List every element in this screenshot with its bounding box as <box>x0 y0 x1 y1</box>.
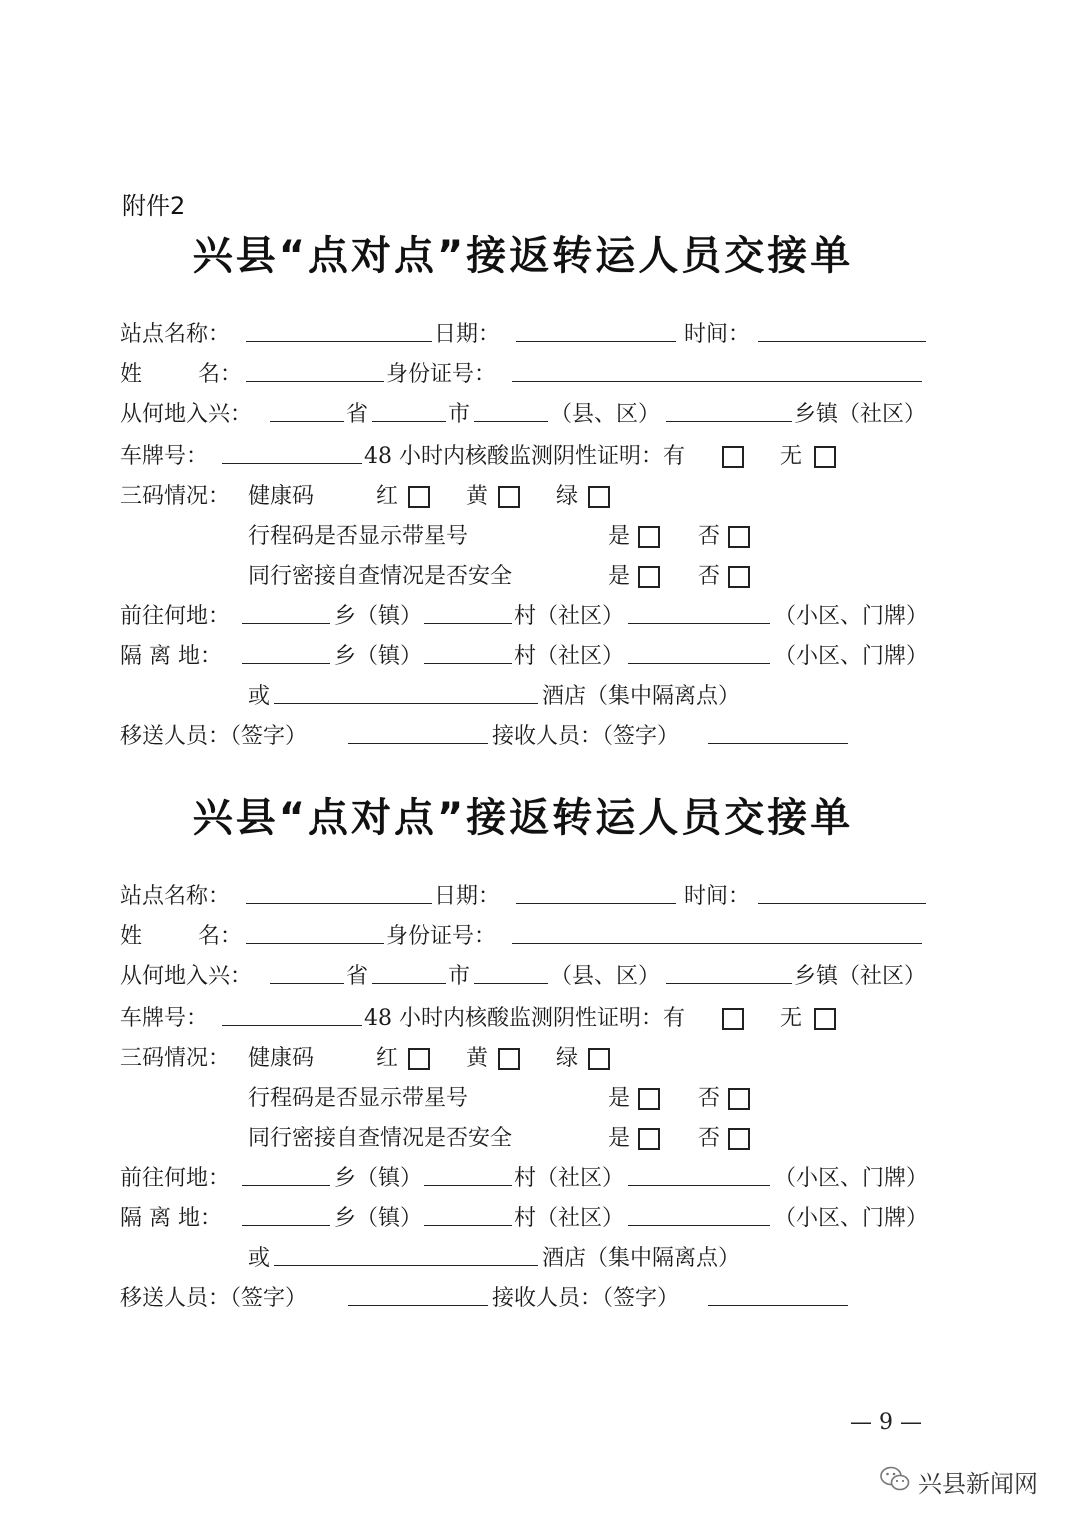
town-field[interactable] <box>666 983 792 984</box>
trip-no-text: 否 <box>698 1086 721 1111</box>
dest-label: 前往何地： <box>120 604 231 629</box>
red-text: 红 <box>376 1046 399 1071</box>
station-field[interactable] <box>246 903 432 904</box>
plate-label: 车牌号： <box>120 1006 209 1031</box>
province-field[interactable] <box>270 421 344 422</box>
estate-text: （小区、门牌） <box>774 644 929 669</box>
province-text: 省 <box>346 402 369 427</box>
receiver-label: 接收人员：（签字） <box>492 724 680 749</box>
receiver-signature-field[interactable] <box>708 1305 848 1306</box>
hotel-text: 酒店（集中隔离点） <box>542 684 741 709</box>
plate-field[interactable] <box>222 463 362 464</box>
hotel-field[interactable] <box>274 1265 538 1266</box>
county-text: （县、区） <box>550 402 661 427</box>
trip-code-text: 行程码是否显示带星号 <box>248 1086 469 1111</box>
contact-check-text: 同行密接自查情况是否安全 <box>248 564 513 589</box>
estate-text: （小区、门牌） <box>774 1206 929 1231</box>
time-label: 时间： <box>684 884 751 909</box>
dest-estate-field[interactable] <box>628 623 770 624</box>
contact-yes-text: 是 <box>608 1126 631 1151</box>
form-title: 兴县“点对点”接返转运人员交接单 <box>192 795 854 841</box>
plate-field[interactable] <box>222 1025 362 1026</box>
yellow-checkbox[interactable] <box>498 486 520 508</box>
estate-text: （小区、门牌） <box>774 1166 929 1191</box>
sender-signature-field[interactable] <box>348 1305 488 1306</box>
contact-no-checkbox[interactable] <box>728 1128 750 1150</box>
yellow-text: 黄 <box>466 484 489 509</box>
dest-township-field[interactable] <box>242 1185 330 1186</box>
origin-label: 从何地入兴： <box>120 402 253 427</box>
time-label: 时间： <box>684 322 751 347</box>
nucleic-label: 48 小时内核酸监测阴性证明：有 <box>364 444 685 469</box>
trip-no-checkbox[interactable] <box>728 526 750 548</box>
city-field[interactable] <box>372 983 446 984</box>
date-field[interactable] <box>516 903 676 904</box>
contact-no-text: 否 <box>698 564 721 589</box>
town-text: 乡镇（社区） <box>794 402 927 427</box>
sender-label: 移送人员：（签字） <box>120 1286 308 1311</box>
village-text: 村（社区） <box>514 644 625 669</box>
name-label-a: 姓 <box>120 362 143 387</box>
date-label: 日期： <box>434 884 501 909</box>
id-label: 身份证号： <box>386 362 497 387</box>
trip-yes-text: 是 <box>608 1086 631 1111</box>
trip-no-checkbox[interactable] <box>728 1088 750 1110</box>
city-text: 市 <box>448 964 471 989</box>
village-text: 村（社区） <box>514 1206 625 1231</box>
station-field[interactable] <box>246 341 432 342</box>
contact-yes-checkbox[interactable] <box>638 566 660 588</box>
dest-village-field[interactable] <box>424 1185 512 1186</box>
or-text: 或 <box>248 1246 271 1271</box>
nucleic-no-checkbox[interactable] <box>814 446 836 468</box>
nucleic-yes-checkbox[interactable] <box>722 446 744 468</box>
attachment-label: 附件2 <box>122 192 186 220</box>
contact-yes-checkbox[interactable] <box>638 1128 660 1150</box>
id-field[interactable] <box>512 943 922 944</box>
iso-township-field[interactable] <box>242 663 330 664</box>
hotel-field[interactable] <box>274 703 538 704</box>
name-label-a: 姓 <box>120 924 143 949</box>
iso-estate-field[interactable] <box>628 663 770 664</box>
trip-yes-text: 是 <box>608 524 631 549</box>
watermark <box>880 1461 1038 1501</box>
township-text: 乡（镇） <box>334 644 423 669</box>
station-label: 站点名称： <box>120 884 231 909</box>
date-label: 日期： <box>434 322 501 347</box>
iso-estate-field[interactable] <box>628 1225 770 1226</box>
id-label: 身份证号： <box>386 924 497 949</box>
health-code-text: 健康码 <box>248 1046 315 1071</box>
nucleic-no-text: 无 <box>780 1006 803 1031</box>
village-text: 村（社区） <box>514 604 625 629</box>
contact-no-checkbox[interactable] <box>728 566 750 588</box>
red-checkbox[interactable] <box>408 486 430 508</box>
time-field[interactable] <box>758 341 926 342</box>
city-text: 市 <box>448 402 471 427</box>
dest-label: 前往何地： <box>120 1166 231 1191</box>
town-field[interactable] <box>666 421 792 422</box>
name-field[interactable] <box>246 381 384 382</box>
township-text: 乡（镇） <box>334 1206 423 1231</box>
three-codes-label: 三码情况： <box>120 1046 231 1071</box>
town-text: 乡镇（社区） <box>794 964 927 989</box>
province-field[interactable] <box>270 983 344 984</box>
green-text: 绿 <box>556 484 579 509</box>
county-text: （县、区） <box>550 964 661 989</box>
green-checkbox[interactable] <box>588 486 610 508</box>
three-codes-label: 三码情况： <box>120 484 231 509</box>
watermark-text: 兴县新闻网 <box>918 1469 1038 1498</box>
green-checkbox[interactable] <box>588 1048 610 1070</box>
trip-yes-checkbox[interactable] <box>638 1088 660 1110</box>
red-checkbox[interactable] <box>408 1048 430 1070</box>
province-text: 省 <box>346 964 369 989</box>
yellow-checkbox[interactable] <box>498 1048 520 1070</box>
red-text: 红 <box>376 484 399 509</box>
iso-township-field[interactable] <box>242 1225 330 1226</box>
plate-label: 车牌号： <box>120 444 209 469</box>
wechat-icon <box>880 1466 910 1496</box>
dest-township-field[interactable] <box>242 623 330 624</box>
village-text: 村（社区） <box>514 1166 625 1191</box>
time-field[interactable] <box>758 903 926 904</box>
township-text: 乡（镇） <box>334 604 423 629</box>
nucleic-no-text: 无 <box>780 444 803 469</box>
estate-text: （小区、门牌） <box>774 604 929 629</box>
county-field[interactable] <box>474 983 548 984</box>
health-code-text: 健康码 <box>248 484 315 509</box>
nucleic-label: 48 小时内核酸监测阴性证明：有 <box>364 1006 685 1031</box>
iso-label: 隔 离 地： <box>120 1206 222 1231</box>
station-label: 站点名称： <box>120 322 231 347</box>
receiver-label: 接收人员：（签字） <box>492 1286 680 1311</box>
nucleic-no-checkbox[interactable] <box>814 1008 836 1030</box>
nucleic-yes-checkbox[interactable] <box>722 1008 744 1030</box>
trip-no-text: 否 <box>698 524 721 549</box>
trip-yes-checkbox[interactable] <box>638 526 660 548</box>
iso-label: 隔 离 地： <box>120 644 222 669</box>
date-field[interactable] <box>516 341 676 342</box>
green-text: 绿 <box>556 1046 579 1071</box>
iso-village-field[interactable] <box>424 1225 512 1226</box>
city-field[interactable] <box>372 421 446 422</box>
dest-estate-field[interactable] <box>628 1185 770 1186</box>
receiver-signature-field[interactable] <box>708 743 848 744</box>
hotel-text: 酒店（集中隔离点） <box>542 1246 741 1271</box>
name-label-b: 名： <box>198 362 243 387</box>
origin-label: 从何地入兴： <box>120 964 253 989</box>
id-field[interactable] <box>512 381 922 382</box>
form-title: 兴县“点对点”接返转运人员交接单 <box>192 233 854 279</box>
county-field[interactable] <box>474 421 548 422</box>
page-number: — 9 — <box>850 1410 922 1435</box>
trip-code-text: 行程码是否显示带星号 <box>248 524 469 549</box>
iso-village-field[interactable] <box>424 663 512 664</box>
or-text: 或 <box>248 684 271 709</box>
name-label-b: 名： <box>198 924 243 949</box>
sender-signature-field[interactable] <box>348 743 488 744</box>
contact-check-text: 同行密接自查情况是否安全 <box>248 1126 513 1151</box>
sender-label: 移送人员：（签字） <box>120 724 308 749</box>
name-field[interactable] <box>246 943 384 944</box>
contact-no-text: 否 <box>698 1126 721 1151</box>
contact-yes-text: 是 <box>608 564 631 589</box>
dest-village-field[interactable] <box>424 623 512 624</box>
township-text: 乡（镇） <box>334 1166 423 1191</box>
yellow-text: 黄 <box>466 1046 489 1071</box>
